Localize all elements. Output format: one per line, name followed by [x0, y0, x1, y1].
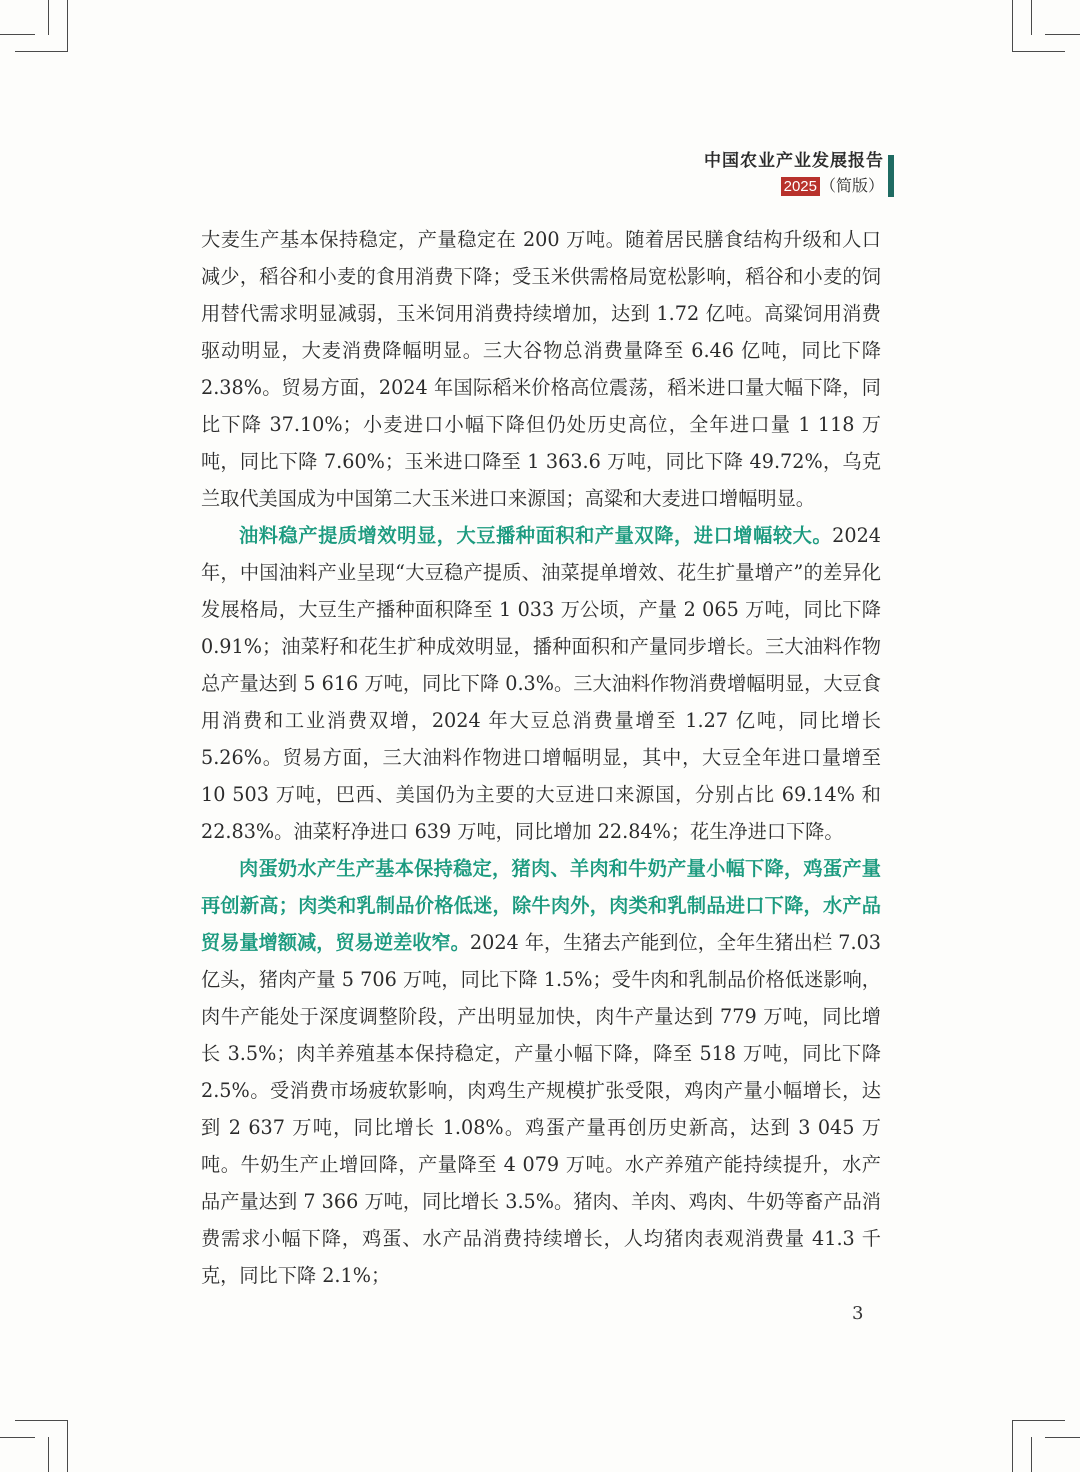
header-accent-bar — [888, 155, 894, 197]
report-title: 中国农业产业发展报告 — [704, 151, 884, 171]
crop-mark-bottom-left-h — [15, 1420, 68, 1421]
crop-mark-bottom-right-h2 — [1045, 1437, 1080, 1438]
year-badge: 2025 — [781, 177, 820, 196]
crop-mark-top-left-v2 — [48, 0, 49, 35]
body-text — [201, 221, 881, 1294]
crop-mark-bottom-left-v2 — [48, 1437, 49, 1472]
crop-mark-bottom-right-v2 — [1031, 1437, 1032, 1472]
crop-mark-bottom-right-v — [1012, 1420, 1013, 1472]
report-edition-line — [704, 176, 884, 196]
edition-label: （简版） — [819, 176, 884, 195]
running-header — [704, 150, 884, 196]
paragraph-oilseeds-body: 2024 年，中国油料产业呈现“大豆稳产提质、油菜提单增效、花生扩量增产”的差异化发展格局，大豆生产播种面积降至 1 033 万公顷，产量 2 065 万吨，同比下降 0.91%；油菜籽和花生扩种成效明显，播种面积和产量同步增长。三大油料作物总产量达到 5 616 万吨，同比下降 0.3%。三大油料作物消费增幅明显，大豆食用消费和工业消费双增，2024 年大豆总消费量增至 1.27 亿吨，同比增长 5.26%。贸易方面，三大油料作物进口增幅明显，其中，大豆全年进口量增至 10 503 万吨，巴西、美国仍为主要的大豆进口来源国，分别占比 69.14% 和 22.83%。油菜籽净进口 639 万吨，同比增加 22.84%；花生净进口下降。 — [201, 524, 881, 843]
paragraph-livestock-body: 2024 年，生猪去产能到位，全年生猪出栏 7.03 亿头，猪肉产量 5 706 万吨，同比下降 1.5%；受牛肉和乳制品价格低迷影响，肉牛产能处于深度调整阶段，产出明显加快，肉牛产量达到 779 万吨，同比增长 3.5%；肉羊养殖基本保持稳定，产量小幅下降，降至 518 万吨，同比下降 2.5%。受消费市场疲软影响，肉鸡生产规模扩张受限，鸡肉产量小幅增长，达到 2 637 万吨，同比增长 1.08%。鸡蛋产量再创历史新高，达到 3 045 万吨。牛奶生产止增回降，产量降至 4 079 万吨。水产养殖产能持续提升，水产品产量达到 7 366 万吨，同比增长 3.5%。猪肉、羊肉、鸡肉、牛奶等畜产品消费需求小幅下降，鸡蛋、水产品消费持续增长，人均猪肉表观消费量 41.3 千克，同比下降 2.1%； — [201, 931, 881, 1287]
crop-mark-top-right-v — [1012, 0, 1013, 52]
paragraph-oilseeds-heading: 油料稳产提质增效明显，大豆播种面积和产量双降，进口增幅较大。 — [239, 524, 833, 547]
paragraph-livestock — [201, 850, 881, 1294]
crop-mark-top-right-h — [1012, 51, 1065, 52]
crop-mark-bottom-left-v — [67, 1420, 68, 1472]
crop-mark-top-right-v2 — [1031, 0, 1032, 35]
crop-mark-bottom-left-h2 — [0, 1437, 35, 1438]
paragraph-oilseeds — [201, 517, 881, 850]
paragraph-livestock-heading: 肉蛋奶水产生产基本保持稳定，猪肉、羊肉和牛奶产量小幅下降，鸡蛋产量再创新高；肉类和乳制品价格低迷，除牛肉外，肉类和乳制品进口下降，水产品贸易量增额减，贸易逆差收窄。 — [201, 857, 881, 954]
crop-mark-top-left-v — [67, 0, 68, 52]
crop-mark-top-left-h2 — [0, 34, 35, 35]
crop-mark-top-left-h — [15, 51, 68, 52]
crop-mark-bottom-right-h — [1012, 1420, 1065, 1421]
crop-mark-top-right-h2 — [1045, 34, 1080, 35]
paragraph-grain: 大麦生产基本保持稳定，产量稳定在 200 万吨。随着居民膳食结构升级和人口减少，稻谷和小麦的食用消费下降；受玉米供需格局宽松影响，稻谷和小麦的饲用替代需求明显减弱，玉米饲用消费持续增加，达到 1.72 亿吨。高粱饲用消费驱动明显，大麦消费降幅明显。三大谷物总消费量降至 6.46 亿吨，同比下降 2.38%。贸易方面，2024 年国际稻米价格高位震荡，稻米进口量大幅下降，同比下降 37.10%；小麦进口小幅下降但仍处历史高位，全年进口量 1 118 万吨，同比下降 7.60%；玉米进口降至 1 363.6 万吨，同比下降 49.72%，乌克兰取代美国成为中国第二大玉米进口来源国；高粱和大麦进口增幅明显。 — [201, 228, 881, 510]
page-number: 3 — [852, 1303, 864, 1324]
